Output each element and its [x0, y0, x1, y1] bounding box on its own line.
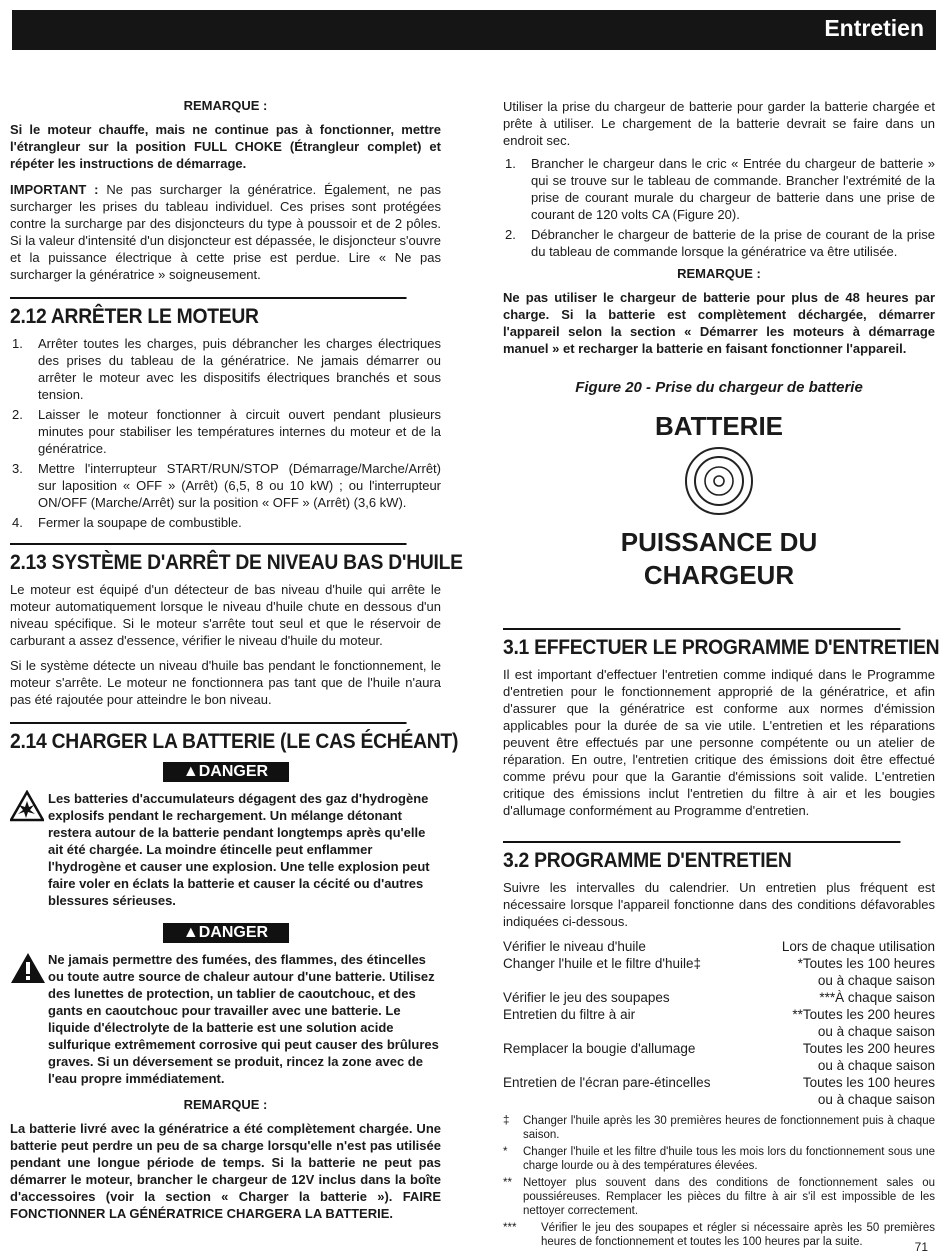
figure-charger-label: PUISSANCE DU CHARGEUR — [620, 527, 818, 590]
note-title: REMARQUE : — [183, 1097, 268, 1112]
exclamation-icon — [10, 951, 48, 990]
section-2-14-title: 2.14 CHARGER LA BATTERIE (LE CAS ÉCHÉANT) — [10, 722, 407, 754]
maintenance-schedule — [503, 938, 935, 1108]
list-item: 3. Mettre l'interrupteur START/RUN/STOP (Démarrage/Marche/Arrêt) sur laposition « OFF » (Arrêt) (6,5, 8 ou 10 kW) ; ou l'interrupteur ON/OFF (Marche/Arrêt) sur la position « OFF » (Arrêt) (3,6 kW). — [12, 461, 441, 510]
list-item: 2. Laisser le moteur fonctionner à circuit ouvert pendant plusieurs minutes pour stabiliser les températures internes du moteur et de la génératrice. — [12, 407, 441, 456]
footnote: * Changer l'huile et les filtre d'huile tous les mois lors du fonctionnement sous une charge lourde ou à des températures élevées. — [503, 1146, 935, 1172]
danger-badge: ▲DANGER — [163, 923, 289, 943]
note-title: REMARQUE : — [183, 98, 268, 113]
explosion-icon — [10, 790, 48, 827]
schedule-row: Vérifier le niveau d'huile Lors de chaque utilisation — [503, 939, 935, 954]
list-item: 1. Brancher le chargeur dans le cric « Entrée du chargeur de batterie » qui se trouve sur le tableau de commande. Brancher l'extrémité de la prise de courant murale du chargeur de batterie dans une prise de courant de 120 volts CA (Figure 20). — [505, 156, 935, 222]
page-number: 71 — [914, 1240, 928, 1254]
figure-caption: Figure 20 - Prise du chargeur de batterie — [575, 379, 863, 396]
schedule-row-cont: ou à chaque saison — [817, 1058, 935, 1073]
footnote: ** Nettoyer plus souvent dans des conditions de fonctionnement sales ou poussiéreuses. Remplacer les pièces du filtre à air s'il est impossible de les nettoyer correctement. — [503, 1177, 935, 1217]
charger-socket-icon — [683, 445, 755, 517]
charger-steps — [503, 155, 935, 260]
page-section-title: Entretien — [824, 15, 924, 41]
footnotes — [503, 1114, 935, 1249]
schedule-row-cont: ou à chaque saison — [817, 973, 935, 988]
schedule-row: Changer l'huile et le filtre d'huile‡ *Toutes les 100 heures — [503, 956, 935, 971]
footnote: ‡ Changer l'huile après les 30 premières heures de fonctionnement puis à chaque saison. — [503, 1115, 935, 1141]
important-paragraph — [10, 181, 441, 283]
list-item: 2. Débrancher le chargeur de batterie de la prise de courant de la prise du tableau de commande lorsque la génératrice va être utilisée. — [505, 227, 935, 259]
maintenance-intro: Il est important d'effectuer l'entretien comme indiqué dans le Programme d'entretien pour le fonctionnement approprié de la génératrice, et afin d'assurer que la génératrice est conforme aux normes d'émission applicables pour la durée de sa vie utile. L'entretien et les réparations peuvent être effectués par une personne compétente ou un atelier de réparation. En outre, l'entretien critique des émissions doit être effectué comme prévu pour que la Garantie d'émissions soit valide. L'entretien critique des émissions inclut l'entretien du filtre à air et les bougies d'allumage conformément au Programme d'entretien. — [503, 667, 935, 818]
important-label: IMPORTANT : — [10, 182, 99, 197]
header-bar — [12, 10, 936, 50]
danger-text: Les batteries d'accumulateurs dégagent des gaz d'hydrogène explosifs pendant le rechargement. Un mélange détonant restera autour de la batterie pendant longtemps après qu'elle ait été chargée. La moindre étincelle peut enflammer l'hydrogène et causer une explosion. Une telle explosion peut faire voler en éclats la batterie et causer la cécité ou d'autres blessures sérieuses. — [48, 791, 430, 908]
note-text: Ne pas utiliser le chargeur de batterie pour plus de 48 heures par charge. Si la batterie est complètement déchargée, démarrer l'appareil selon la section « Démarrer les moteurs à démarrage manuel » et recharger la batterie en faisant fonctionner l'appareil. — [503, 290, 935, 356]
note-text: Si le moteur chauffe, mais ne continue pas à fonctionner, mettre l'étrangleur sur la position FULL CHOKE (Étrangleur complet) et répéter les instructions de démarrage. — [10, 122, 441, 171]
oil-shutdown-text-2: Si le système détecte un niveau d'huile bas pendant le fonctionnement, le moteur s'arrête. Le moteur ne fonctionnera pas tant que de l'huile n'aura pas été rajoutée pour atteindre le bon niveau. — [10, 658, 441, 707]
oil-shutdown-text: Le moteur est équipé d'un détecteur de bas niveau d'huile qui arrête le moteur automatiquement lorsque le niveau d'huile chute en dessous d'un niveau spécifique. Si le moteur s'arrête tout seul et que le réservoir de carburant a assez d'essence, vérifier le niveau d'huile du moteur. — [10, 582, 441, 648]
note-text: La batterie livré avec la génératrice a été complètement chargée. Une batterie peut perdre un peu de sa charge lorsqu'elle n'est pas utilisée pendant une longue période de temps. Si la batterie ne peut pas démarrer le moteur, brancher le chargeur de 12V inclus dans la boîte d'accessoires (voir la section « Charger la batterie »). FAIRE FONCTIONNER LA GÉNÉRATRICE CHARGERA LA BATTERIE. — [10, 1121, 441, 1221]
danger-badge: ▲DANGER — [163, 762, 289, 782]
danger-text: Ne jamais permettre des fumées, des flammes, des étincelles ou toute autre source de chaleur autour d'une batterie. Utilisez des lunettes de protection, un tablier de caoutchouc, et des gants en caoutchouc pour travailler avec une batterie. Le liquide d'électrolyte de la batterie est une solution acide sulfurique extrêmement corrosive qui peut causer des brûlures graves. Si un déversement se produit, rincez la zone avec de l'eau propre immédiatement. — [48, 952, 439, 1086]
section-2-12-title: 2.12 ARRÊTER LE MOTEUR — [10, 297, 407, 329]
schedule-row-cont: ou à chaque saison — [817, 1092, 935, 1107]
warning-triangle-icon: ▲ — [182, 924, 199, 941]
left-column — [10, 98, 463, 1222]
important-text: Ne pas surcharger la génératrice. Également, ne pas surcharger les prises du tableau individuel. Ces prises sont protégées contre la surcharge par des disjoncteurs du type à poussoir et de 2 pôles. Si la valeur d'intensité d'un disjoncteur est dépassée, le disjoncteur s'ouvre et la puissance électrique à cette prise est perdue. Lire « Ne pas surcharger la génératrice » soigneusement. — [10, 182, 441, 282]
note-title: REMARQUE : — [677, 266, 761, 281]
schedule-row-cont: ou à chaque saison — [817, 1024, 935, 1039]
section-3-2-title: 3.2 PROGRAMME D'ENTRETIEN — [503, 841, 900, 873]
schedule-row: Entretien du filtre à air **Toutes les 200 heures — [503, 1007, 935, 1022]
warning-triangle-icon: ▲ — [182, 763, 199, 780]
schedule-row: Remplacer la bougie d'allumage Toutes les 200 heures — [503, 1041, 935, 1056]
schedule-row: Vérifier le jeu des soupapes ***À chaque saison — [503, 990, 935, 1005]
schedule-intro: Suivre les intervalles du calendrier. Un entretien plus fréquent est nécessaire lorsque l'appareil fonctionne dans des conditions défavorables indiquées ci-dessous. — [503, 880, 935, 929]
section-3-1-title: 3.1 EFFECTUER LE PROGRAMME D'ENTRETIEN — [503, 628, 900, 660]
figure-battery-label: BATTERIE — [654, 411, 784, 441]
list-item: 4. Fermer la soupape de combustible. — [12, 515, 242, 530]
danger-battery-block — [10, 951, 441, 1087]
charger-intro: Utiliser la prise du chargeur de batterie pour garder la batterie chargée et prête à utiliser. Le chargement de la batterie devrait se faire dans un endroit sec. — [503, 99, 935, 148]
footnote: *** Vérifier le jeu des soupapes et régler si nécessaire après les 50 premières heures de fonctionnement et toutes les 100 heures par la suite. — [503, 1222, 935, 1248]
list-item: 1. Arrêter toutes les charges, puis débrancher les charges électriques des prises du tableau de la génératrice. Ne jamais démarrer ou arrêter le moteur avec les dispositifs électriques branchés et sous tension. — [12, 336, 441, 402]
charger-socket-figure — [503, 445, 935, 522]
stop-engine-steps — [10, 335, 441, 531]
right-column — [503, 98, 940, 1252]
danger-explosion-block — [10, 790, 441, 909]
section-2-13-title: 2.13 SYSTÈME D'ARRÊT DE NIVEAU BAS D'HUILE — [10, 543, 407, 575]
schedule-row: Entretien de l'écran pare-étincelles Toutes les 100 heures — [503, 1075, 935, 1090]
